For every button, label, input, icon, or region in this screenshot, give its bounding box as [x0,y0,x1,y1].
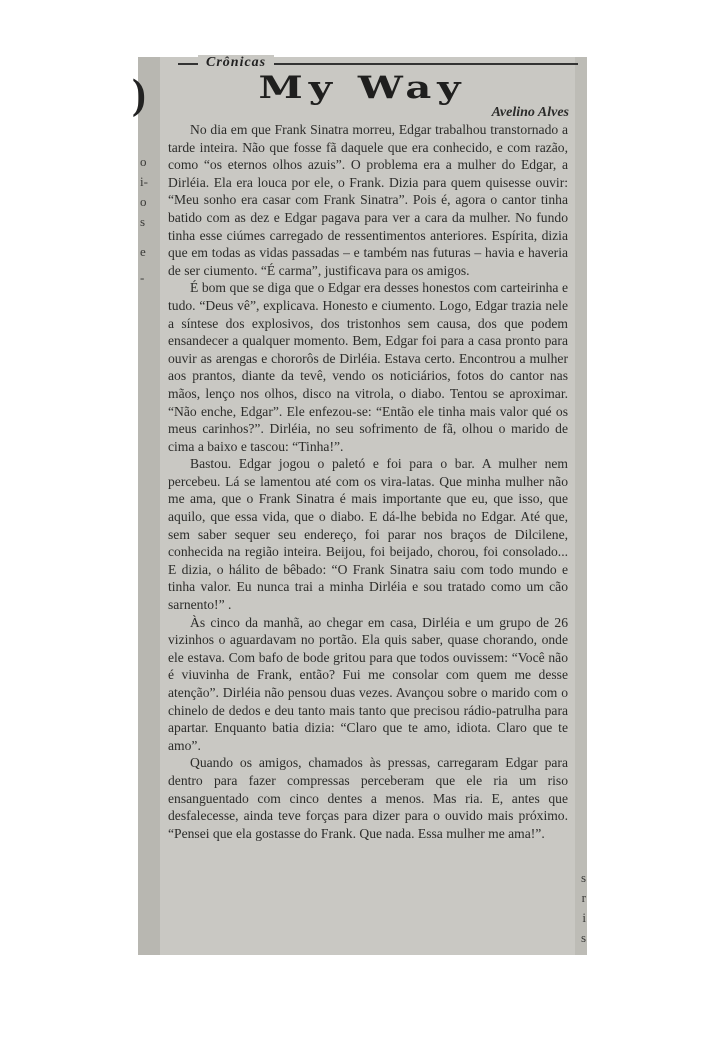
adjacent-text-fragment: i [582,910,586,925]
article-paragraph: Quando os amigos, chamados às pressas, carregaram Edgar para dentro para fazer compressas perceberam que ele ria um riso ensanguentado com cinco dentes a menos. Mas ria. E, antes que desfalecesse, ainda teve forças para dizer para o ouvido mais próximo. “Pensei que ela gostasse do Frank. Que nada. Essa mulher me ama!”. [168,755,568,841]
adjacent-text-fragment: s [580,930,586,945]
article-title: My Way [258,69,467,106]
left-adjacent-column [132,57,160,955]
adjacent-text-fragment: i- [140,174,148,189]
adjacent-text-fragment: e [140,244,146,259]
article-paragraph: Às cinco da manhã, ao chegar em casa, Dirléia e um grupo de 26 vizinhos o aguardavam no portão. Ela quis saber, quase chorando, onde ele estava. Com bafo de bode gritou para que todos ouvissem: “Você não é viuvinha de Frank, então? Fui me consolar com quem me desse atenção”. Dirléia não pensou duas vezes. Avançou sobre o marido com o chinelo de dedos e deu tanto mais tanto que precisou rádio-patrulha para apartar. Enquanto batia dizia: “Claro que te amo, idiota. Claro que te amo”. [168,614,568,753]
right-adjacent-column [575,57,587,955]
article-paragraph: É bom que se diga que o Edgar era desses honestos com carteirinha e tudo. “Deus vê”, explicava. Honesto e ciumento. Logo, Edgar trazia nele a síntese dos explosivos, dos tristonhos sem causa, dos que podem ensandecer a qualquer momento. Bem, Edgar foi para a casa pronto para ouvir as arengas e chororôs de Dirléia. Estava certo. Encontrou a mulher aos prantos, diante da tevê, vendo os noticiários, fotos do cantor nas mãos, lenço nos olhos, disco na vitrola, o diabo. Tentou se aproximar. “Não enche, Edgar”. Ele enfezou-se: “Então ele tinha mais valor qué os meus carinhos?”. Dirléia, no seu sofrimento de fã, olhou o marido de cima a baixo e tascou: “Tinha!”. [168,280,568,454]
adjacent-text-fragment: s [580,870,586,885]
adjacent-text-fragment: o [140,194,147,209]
article-author: Avelino Alves [491,105,569,120]
article-body [168,121,568,842]
article-paragraph: Bastou. Edgar jogou o paletó e foi para o bar. A mulher nem percebeu. Lá se lamentou até com os vira-latas. Que minha mulher não me ama, que o Frank Sinatra é mais importante que eu, que isso, que aquilo, que essa vida, que o diabo. E dá-lhe bebida no Edgar. Até que, sem saber sequer seu endereço, foi parar nos braços de Dilcilene, conhecida na região inteira. Beijou, foi beijado, chorou, foi consolado... E dizia, o hálito de bêbado: “O Frank Sinatra saiu com todo mundo e tinha valor. Eu nunca trai a minha Dirléia e sou tratado como um cão sarnento!” . [168,456,568,613]
adjacent-title-fragment: ) [132,72,146,118]
article-paragraph: No dia em que Frank Sinatra morreu, Edgar trabalhou transtornado a tarde inteira. Não que fosse fã daquele que era conhecido, e com razão, como “os eternos olhos azuis”. O problema era a mulher do Edgar, a Dirléia. Ela era louca por ele, o Frank. Dizia para quem quisesse ouvir: “Meu sonho era casar com Frank Sinatra”. Pois é, agora o cantor tinha batido com as dez e Edgar pagava para ver a cara da mulher. No fundo tinha esse ciúmes carregado de ressentimentos anteriores. Espírita, dizia que em todas as vidas passadas – e também nas futuras – havia e haveria de ser ciumento. “É carma”, justificava para os amigos. [168,122,568,278]
section-label: Crônicas [198,55,274,71]
adjacent-text-fragment: - [140,270,145,285]
adjacent-text-fragment: o [140,154,147,169]
adjacent-text-fragment: s [140,214,146,229]
newspaper-clipping [132,55,587,955]
adjacent-text-fragment: r [581,890,586,905]
